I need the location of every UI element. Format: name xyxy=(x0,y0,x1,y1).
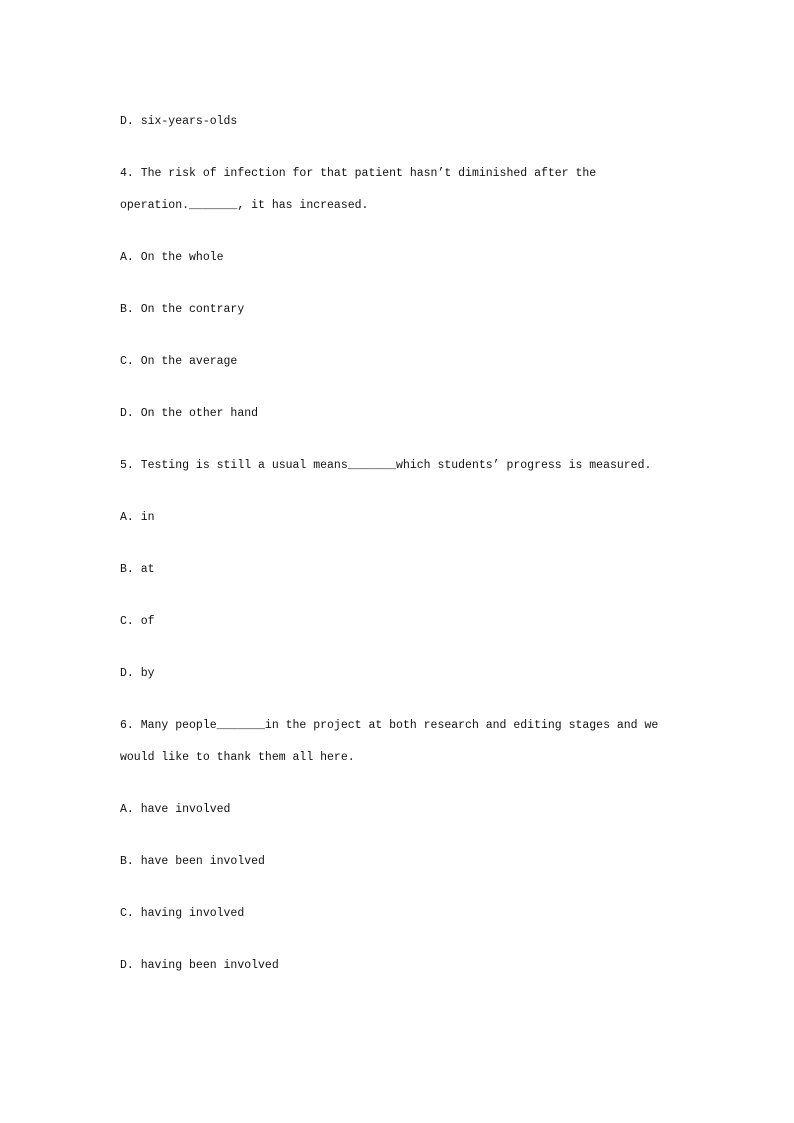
option-6d: D. having been involved xyxy=(120,959,279,972)
option-3d: D. six-years-olds xyxy=(120,115,238,128)
option-5d: D. by xyxy=(120,667,155,680)
option-4c: C. On the average xyxy=(120,355,238,368)
document-page xyxy=(120,106,680,1002)
option-5c: C. of xyxy=(120,615,155,628)
option-4b: B. On the contrary xyxy=(120,303,245,316)
question-5: 5. Testing is still a usual means_______which students’ progress is measured. xyxy=(120,459,652,472)
question-6: 6. Many people_______in the project at both research and editing stages and we would like to thank them all here. xyxy=(120,719,659,764)
option-6b: B. have been involved xyxy=(120,855,265,868)
option-5a: A. in xyxy=(120,511,155,524)
option-6c: C. having involved xyxy=(120,907,245,920)
question-4: 4. The risk of infection for that patient hasn’t diminished after the operation._______, it has increased. xyxy=(120,167,597,212)
option-5b: B. at xyxy=(120,563,155,576)
option-6a: A. have involved xyxy=(120,803,231,816)
option-4a: A. On the whole xyxy=(120,251,224,264)
option-4d: D. On the other hand xyxy=(120,407,259,420)
